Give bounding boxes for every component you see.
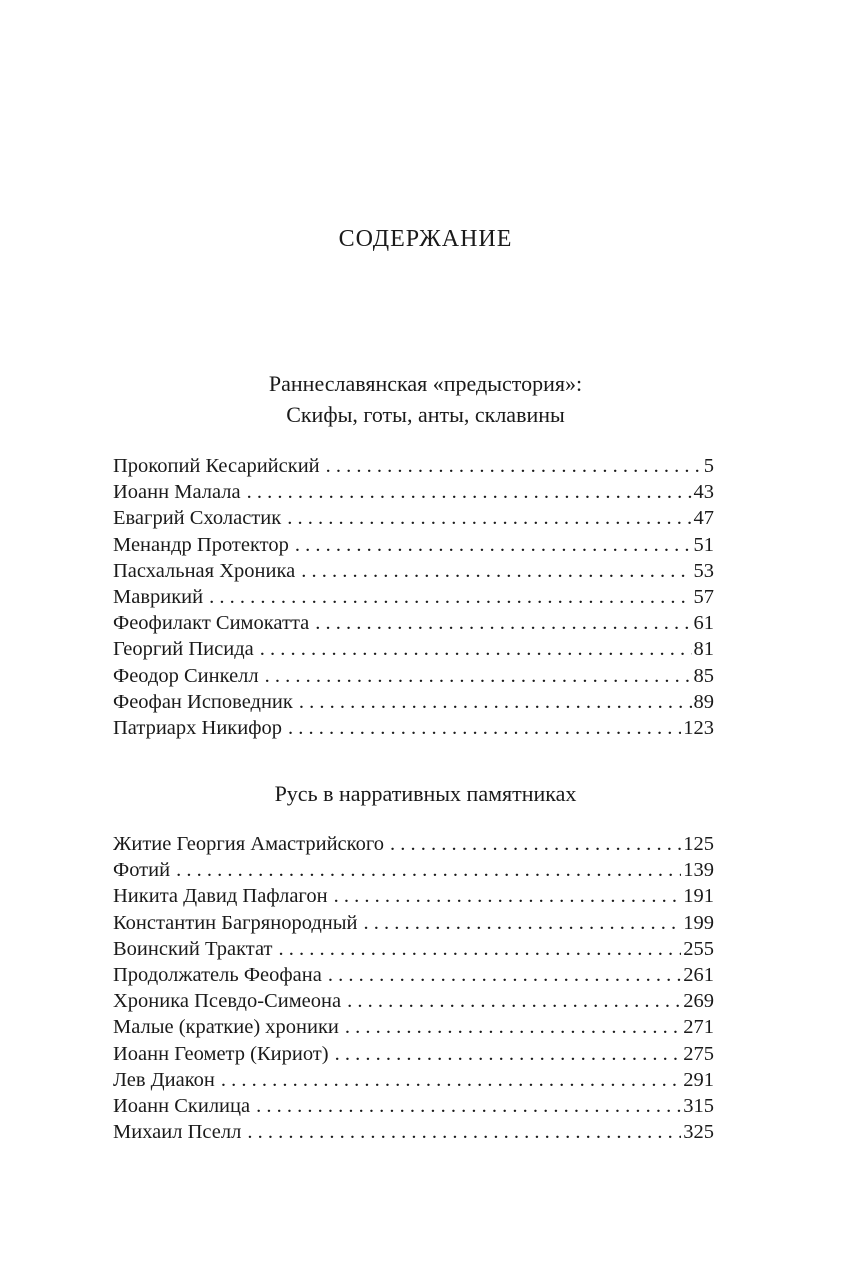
toc-entry[interactable] (113, 1014, 714, 1040)
toc-entry-title: Феофилакт Симокатта (113, 612, 310, 635)
toc-entry-title: Никита Давид Пафлагон (113, 885, 328, 908)
toc-entry-title: Георгий Писида (113, 638, 254, 661)
toc-dot-leader (299, 689, 692, 715)
toc-page-number: 5 (703, 455, 714, 477)
toc-page-number: 47 (693, 507, 714, 530)
toc-dot-leader (247, 1119, 681, 1145)
toc-entry-title: Менандр Протектор (113, 533, 289, 556)
toc-entry-title: Иоанн Скилица (113, 1094, 251, 1117)
toc-page-number: 275 (683, 1042, 714, 1065)
toc-entry[interactable] (113, 689, 714, 715)
toc-dot-leader (315, 610, 691, 636)
toc-page-number: 269 (683, 990, 714, 1013)
toc-entry[interactable] (113, 610, 714, 636)
toc-entry[interactable] (113, 663, 714, 689)
page-title: СОДЕРЖАНИЕ (338, 226, 513, 252)
toc-entry-title: Патриарх Никифор (113, 716, 283, 739)
toc-dot-leader (345, 1014, 681, 1040)
toc-entry[interactable] (113, 715, 714, 741)
toc-dot-leader (260, 636, 692, 662)
toc-entry[interactable] (113, 962, 714, 988)
toc-entry-title: Малые (краткие) хроники (113, 1016, 339, 1039)
toc-page-number: 255 (683, 937, 714, 960)
toc-page-number: 139 (683, 859, 714, 882)
section-1-heading (0, 368, 851, 430)
toc-dot-leader (335, 1041, 682, 1067)
toc-page-number: 123 (683, 716, 714, 739)
toc-entry-title: Пасхальная Хроника (113, 559, 296, 582)
section-2-heading-line-1: Русь в нарративных памятниках (274, 781, 577, 806)
toc-dot-leader (287, 505, 691, 531)
toc-dot-leader (326, 453, 702, 479)
section-2-toc-list (113, 831, 714, 1145)
section-1-heading-line-1: Раннеславянская «предыстория»: (268, 371, 583, 396)
toc-entry[interactable] (113, 988, 714, 1014)
toc-dot-leader (301, 558, 691, 584)
section-2-heading (0, 778, 851, 809)
toc-dot-leader (256, 1093, 681, 1119)
toc-page-number: 89 (693, 690, 714, 713)
toc-page-number: 51 (693, 533, 714, 556)
section-1-toc-list (113, 453, 714, 741)
section-1-heading-line-2: Скифы, готы, анты, склавины (286, 402, 565, 427)
toc-entry-title: Воинский Трактат (113, 937, 273, 960)
toc-entry[interactable] (113, 479, 714, 505)
toc-entry[interactable] (113, 532, 714, 558)
toc-entry[interactable] (113, 936, 714, 962)
toc-page-number: 325 (683, 1121, 714, 1144)
toc-page-number: 315 (683, 1094, 714, 1117)
toc-dot-leader (295, 532, 692, 558)
toc-entry-title: Прокопий Кесарийский (113, 455, 320, 477)
toc-entry-title: Константин Багрянородный (113, 911, 358, 934)
toc-page-number: 43 (693, 481, 714, 504)
toc-entry[interactable] (113, 1041, 714, 1067)
toc-dot-leader (209, 584, 691, 610)
toc-entry-title: Маврикий (113, 585, 204, 608)
toc-entry[interactable] (113, 857, 714, 883)
toc-entry-title: Евагрий Схоластик (113, 507, 282, 530)
toc-entry[interactable] (113, 584, 714, 610)
toc-entry[interactable] (113, 558, 714, 584)
toc-entry[interactable] (113, 505, 714, 531)
toc-page-number: 191 (683, 885, 714, 908)
toc-entry[interactable] (113, 910, 714, 936)
toc-dot-leader (221, 1067, 681, 1093)
toc-entry[interactable] (113, 636, 714, 662)
toc-dot-leader (176, 857, 681, 883)
toc-entry[interactable] (113, 883, 714, 909)
toc-dot-leader (390, 831, 681, 857)
toc-dot-leader (364, 910, 682, 936)
toc-entry-title: Иоанн Малала (113, 481, 241, 504)
toc-page-number: 53 (693, 559, 714, 582)
toc-page-number: 85 (693, 664, 714, 687)
toc-entry[interactable] (113, 1119, 714, 1145)
toc-entry[interactable] (113, 1067, 714, 1093)
toc-entry-title: Михаил Пселл (113, 1121, 242, 1144)
toc-page-number: 57 (693, 585, 714, 608)
toc-dot-leader (288, 715, 681, 741)
toc-dot-leader (265, 663, 692, 689)
toc-entry-title: Фотий (113, 859, 171, 882)
toc-entry[interactable] (113, 831, 714, 857)
toc-entry[interactable] (113, 1093, 714, 1119)
toc-page-number: 261 (683, 963, 714, 986)
toc-entry-title: Продолжатель Феофана (113, 963, 322, 986)
toc-entry-title: Житие Георгия Амастрийского (113, 833, 384, 855)
toc-dot-leader (347, 988, 681, 1014)
toc-page-number: 81 (693, 638, 714, 661)
toc-entry-title: Феофан Исповедник (113, 690, 293, 713)
toc-dot-leader (279, 936, 682, 962)
toc-entry[interactable] (113, 453, 714, 479)
toc-dot-leader (328, 962, 681, 988)
toc-dot-leader (247, 479, 692, 505)
toc-page-number: 125 (683, 833, 714, 855)
toc-dot-leader (334, 883, 682, 909)
toc-entry-title: Хроника Псевдо-Симеона (113, 990, 342, 1013)
toc-page-number: 199 (683, 911, 714, 934)
toc-page-number: 61 (693, 612, 714, 635)
toc-page-number: 271 (683, 1016, 714, 1039)
toc-entry-title: Феодор Синкелл (113, 664, 259, 687)
toc-entry-title: Лев Диакон (113, 1068, 215, 1091)
toc-entry-title: Иоанн Геометр (Кириот) (113, 1042, 329, 1065)
toc-page-number: 291 (683, 1068, 714, 1091)
